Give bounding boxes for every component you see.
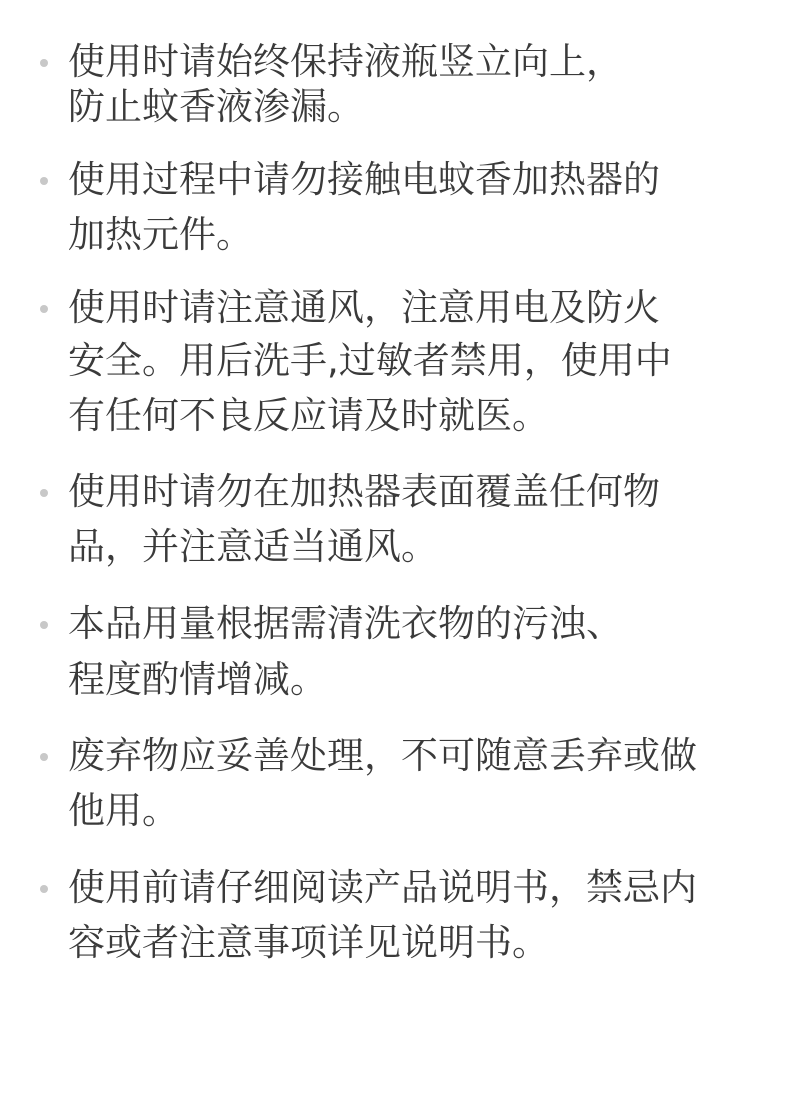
notice-line: 有任何不良反应请及时就医。 <box>68 394 549 437</box>
notice-line: 加热元件。 <box>68 213 253 256</box>
notice-line: 使用时请始终保持液瓶竖立向上， <box>68 40 623 83</box>
notice-line: 程度酌情增减。 <box>68 658 327 701</box>
notice-line: 本品用量根据需清洗衣物的污浊、 <box>68 602 623 645</box>
notice-line: 防止蚊香液渗漏。 <box>68 85 364 128</box>
bullet-dot-icon <box>40 177 48 185</box>
notice-line: 品，并注意适当通风。 <box>68 525 438 568</box>
bullet-dot-icon <box>40 59 48 67</box>
notice-line: 使用过程中请勿接触电蚊香加热器的 <box>68 158 660 201</box>
bullet-dot-icon <box>40 305 48 313</box>
notice-line: 容或者注意事项详见说明书。 <box>68 921 549 964</box>
bullet-dot-icon <box>40 621 48 629</box>
notice-line: 他用。 <box>68 789 179 832</box>
bullet-dot-icon <box>40 489 48 497</box>
bullet-dot-icon <box>40 753 48 761</box>
notice-line: 使用时请勿在加热器表面覆盖任何物 <box>68 470 660 513</box>
notice-line: 废弃物应妥善处理，不可随意丢弃或做 <box>68 734 697 777</box>
notice-line: 使用前请仔细阅读产品说明书，禁忌内 <box>68 866 697 909</box>
bullet-dot-icon <box>40 885 48 893</box>
notice-line: 安全。用后洗手,过敏者禁用，使用中 <box>68 339 672 382</box>
notice-line: 使用时请注意通风，注意用电及防火 <box>68 286 660 329</box>
